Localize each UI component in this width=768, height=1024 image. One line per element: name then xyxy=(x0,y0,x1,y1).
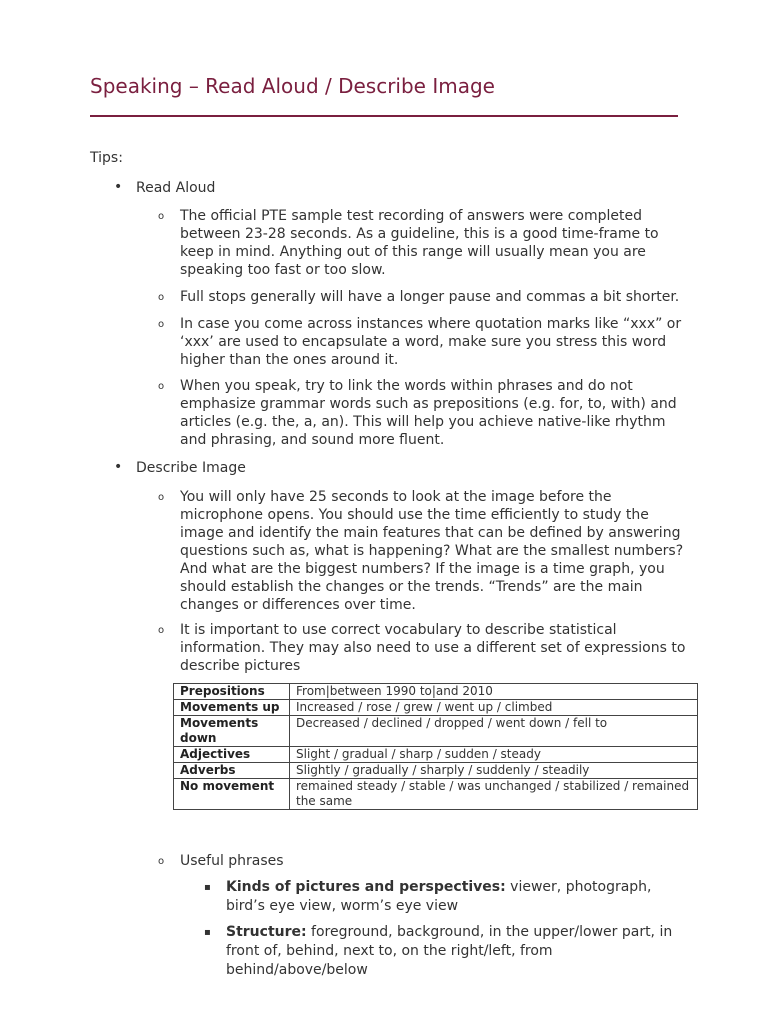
table-cell-key: Adverbs xyxy=(174,763,290,779)
list-item-text: It is important to use correct vocabulary to describe statistical information. They may also need to use a different set of expressions to describe pictures xyxy=(180,622,686,674)
list-item xyxy=(158,852,688,870)
table-row xyxy=(174,779,698,810)
circle-bullet-icon: o xyxy=(158,211,165,222)
circle-bullet-icon: o xyxy=(158,319,165,330)
page-title: Speaking – Read Aloud / Describe Image xyxy=(90,74,495,98)
table-cell-key: Adjectives xyxy=(174,747,290,763)
list-item-text: In case you come across instances where quotation marks like “xxx” or ‘xxx’ are used to encapsulate a word, make sure you stress this word higher than the ones around it. xyxy=(180,316,682,368)
phrase-body: foreground, background, in the upper/lower part, in front of, behind, next to, on the right/left, from behind/above/below xyxy=(226,924,673,978)
circle-bullet-icon: o xyxy=(158,381,165,392)
table-cell-key: Movements up xyxy=(174,700,290,716)
table-cell-key: Movements down xyxy=(174,716,290,747)
table-row xyxy=(174,763,698,779)
table-cell-value: Slight / gradual / sharp / sudden / steady xyxy=(290,747,698,763)
list-item xyxy=(158,207,688,279)
list-item xyxy=(158,315,688,369)
phrase-text xyxy=(226,923,674,980)
square-bullet-icon: ▪ xyxy=(204,927,211,938)
useful-phrases-label: Useful phrases xyxy=(180,853,284,869)
list-item-text: Full stops generally will have a longer pause and commas a bit shorter. xyxy=(180,289,680,305)
phrase-text xyxy=(226,878,674,916)
circle-bullet-icon: o xyxy=(158,625,165,636)
phrase-label: Structure: xyxy=(226,924,307,940)
circle-bullet-icon: o xyxy=(158,856,165,867)
phrase-item xyxy=(204,923,674,980)
phrase-item xyxy=(204,878,674,916)
phrase-label: Kinds of pictures and perspectives: xyxy=(226,879,506,895)
list-item xyxy=(158,488,688,614)
table-cell-key: No movement xyxy=(174,779,290,810)
table-row xyxy=(174,700,698,716)
table-cell-value: remained steady / stable / was unchanged / stabilized / remained the same xyxy=(290,779,698,810)
table-row xyxy=(174,716,698,747)
table-cell-value: Decreased / declined / dropped / went down / fell to xyxy=(290,716,698,747)
table-cell-value: From|between 1990 to|and 2010 xyxy=(290,684,698,700)
table-cell-key: Prepositions xyxy=(174,684,290,700)
vocabulary-table xyxy=(173,683,698,810)
circle-bullet-icon: o xyxy=(158,292,165,303)
bullet-icon: • xyxy=(114,179,123,195)
table-cell-value: Slightly / gradually / sharply / suddenly / steadily xyxy=(290,763,698,779)
list-item xyxy=(158,288,688,306)
list-item-text: You will only have 25 seconds to look at the image before the microphone opens. You should use the time efficiently to study the image and identify the main features that can be defined by answering questions such as, what is happening? What are the smallest numbers? And what are the biggest numbers? If the image is a time graph, you should establish the changes or the trends. “Trends” are the main changes or differences over time. xyxy=(180,489,684,613)
table-row xyxy=(174,747,698,763)
list-item xyxy=(158,621,688,675)
table-cell-value: Increased / rose / grew / went up / climbed xyxy=(290,700,698,716)
read-aloud-label: Read Aloud xyxy=(136,180,216,196)
list-item xyxy=(158,377,688,449)
tips-label: Tips: xyxy=(90,150,123,166)
phrase-body: viewer, photograph, bird’s eye view, worm’s eye view xyxy=(226,879,652,914)
circle-bullet-icon: o xyxy=(158,492,165,503)
bullet-icon: • xyxy=(114,459,123,475)
title-divider xyxy=(90,115,678,117)
square-bullet-icon: ▪ xyxy=(204,882,211,893)
table-row xyxy=(174,684,698,700)
list-item-text: The official PTE sample test recording of answers were completed between 23-28 seconds. As a guideline, this is a good time-frame to keep in mind. Anything out of this range will usually mean you are speaking too fast or too slow. xyxy=(180,208,659,278)
describe-image-label: Describe Image xyxy=(136,460,246,476)
list-item-text: When you speak, try to link the words within phrases and do not emphasize grammar words such as prepositions (e.g. for, to, with) and articles (e.g. the, a, an). This will help you achieve native-like rhythm and phrasing, and sound more fluent. xyxy=(180,378,677,448)
